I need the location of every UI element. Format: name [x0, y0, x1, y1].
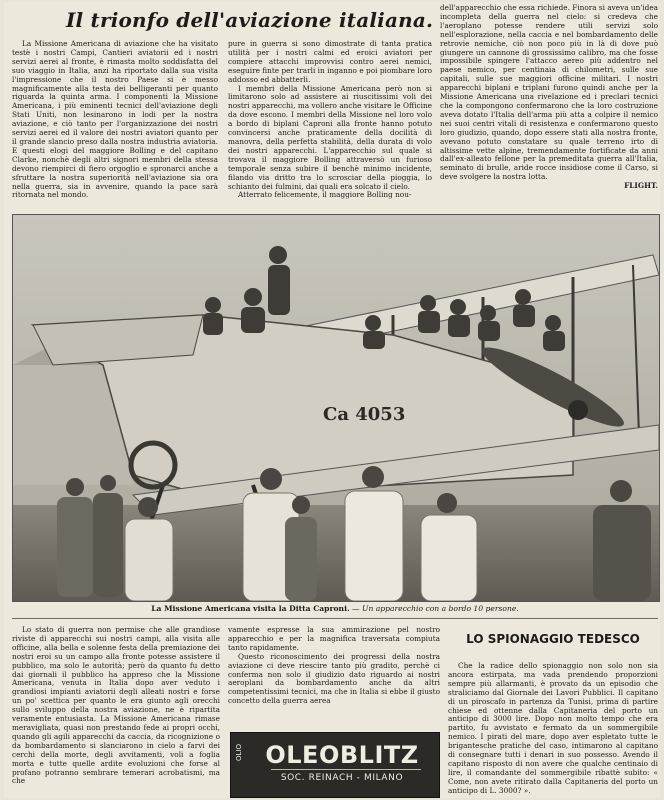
ad-brand: OLEOBLITZ — [265, 741, 419, 769]
article-bottom-column-1 — [12, 626, 220, 796]
page-title: Il trionfo dell'aviazione italiana. — [66, 8, 434, 32]
article-column-2 — [228, 40, 432, 210]
spionaggio-paragraph: Che la radice dello spionaggio non solo non sia ancora estirpata, ma vada prendendo proporzioni sempre più allarmanti, è provato da un episodio che straliciamo dal Giornale dei Lavori Pubblici. Il capitano di un piroscafo in partenza da Tunisi, prima di partire chiese ed ottenne dalla Capitaneria del porto un anticipo di 3000 lire. Dopo non molto tempo che era partito, fu avvistato e fermato da un sommergibile nemico. I pirati del mare, dopo aver espletato tutte le brigantesche pratiche del caso, intimarono al capitano di consegnare tutti i denari in suo possesso. Avendo il capitano risposto di non avere che qualche centinaio di lire, il comandante del sommergibile ribattè subito: « Come, non avete ritirato dalla Capitaneria del porto un anticipo di L. 3000? ». — [448, 662, 658, 795]
article-paragraph: I membri della Missione Americana però non si limitarono solo ad assistere ai riuscitissimi voli dei nostri apparecchi, ma vollero anche visitare le Officine da dove escono. I membri della Missione nel loro volo a bordo di biplani Caproni alla fronte hanno potuto convincersi anche praticamente della docilità di manovra, della perfetta stabilità, della durata di volo dei nostri apparecchi. L'apparecchio sul quale si trovava il maggiore Bolling attraversò un furioso temporale senza subire il benchè minimo incidente, filando via dritto tra lo scrosciar della pioggia, lo schianto dei fulmini, dai quali era solcato il cielo. — [228, 83, 432, 191]
article-paragraph: pure in guerra si sono dimostrate di tanta pratica utilità per i nostri calmi ed eroici aviatori per compiere attacchi improvvisi contro aerei nemici, eseguire finte per trarli in inganno e poi piombare loro addosso ed abbatterli. — [228, 40, 432, 84]
article-paragraph: dell'apparecchio che essa richiede. Finora si aveva un'idea incompleta della guerra nel cielo: si credeva che l'aeroplano potesse rendere utili servizi solo nell'esplorazione, nella caccia e nel bombardamento delle retrovie nemiche, ciò non poco più in là di dove può giungere un cannone di grossissimo calibro, ma che fosse impossibile spingere l'attacco aereo più addentro nel paese nemico, per centinaia di chilometri, sulle sue capitali, sulle sue maggiori officine militari. I nostri apparecchi biplani e triplani furono quindi anche per la Missione Americana una rivelazione ed i preclari tecnici che la compongono confermarono che la loro costruzione aveva dotato l'Italia dell'arma più atta a colpire il nemico nei suoi centri vitali di resistenza e confermarono questo loro giudizio, quando, dopo essere stati alla nostra fronte, avevano potuto constatare su quale terreno irto di altissime vette alpine, tremendamente fortificate da anni dall'ex-alleato fellone per la premeditata guerra all'Italia, seminato di brulle, aride rocce insidiose come il Carso, si deve svolgere la nostra lotta. — [440, 4, 658, 182]
caption-title: La Missione Americana visita la Ditta Caproni. — [151, 604, 350, 613]
ad-divider — [271, 769, 421, 770]
article-paragraph: Questo riconoscimento dei progressi della nostra aviazione ci deve riescire tanto più gradito, perchè ci conferma non solo il giudizio dato riguardo ai nostri aeroplani da bombardamento anche da altri competentissimi tecnici, ma che in Italia si ebbe il giusto concetto della guerra aerea — [228, 651, 440, 706]
ad-prefix: OLIO — [235, 744, 243, 761]
photo-caption — [12, 604, 658, 613]
article-paragraph: vamente espresse la sua ammirazione pel nostro apparecchio e per la magnifica traversata compiuta tanto rapidamente. — [228, 626, 440, 652]
ad-company: SOC. REINACH - MILANO — [280, 773, 404, 783]
article-paragraph: Atterrato felicemente, il maggiore Bolling nou- — [238, 190, 412, 200]
oleoblitz-advertisement — [230, 732, 440, 798]
section-divider — [12, 618, 658, 619]
newspaper-page — [4, 2, 660, 798]
spionaggio-column — [448, 662, 658, 798]
article-paragraph: La Missione Americana di aviazione che ha visitato testè i nostri Campi, Cantieri aviatorii ed i nostri servizi aerei al fronte, è rimasta molto soddisfatta del suo viaggio in Italia, anzi ha riportato dalla sua visita l'impressione che il nostro Paese si è messo magnificamente alla testa dei belligeranti per quanto riguarda la quinta arma. I componenti la Missione Americana, i più eminenti tecnici dell'aviazione degli Stati Uniti, non lesinarono in lodi per la nostra aviazione, e ciò tanto per l'organizzazione dei nostri servizi aerei ed il valore dei nostri aviatori quanto per il grande slancio preso dalla nostra industria aviatoria. E questi elogi del maggiore Bolling e del capitano Clarke, nonchè degli altri signori membri della stessa devono riempirci di fiero orgoglio e spronarci anche a sfruttare la nostra superiorità nell'aviazione sia ora nella guerra, sia in avvenire, quando la pace sarà ritornata nel mondo. — [12, 40, 218, 200]
article-column-3 — [440, 4, 658, 210]
caption-detail: — Un apparecchio con a bordo 10 persone. — [352, 604, 519, 613]
article-bottom-column-2 — [228, 626, 440, 730]
biplane-photo-illustration — [13, 215, 659, 601]
article-column-1 — [12, 40, 218, 210]
article-paragraph: Lo stato di guerra non permise che alle grandiose riviste di apparecchi sui nostri campi, alla visita alle officine, alla bella e solenne festa della premiazione dei nostri eroi su un campo alla fronte potesse assistere il pubblico, ma solo le autorità; però da quanto fu detto dai giornali il pubblico ha appreso che la Missione Americana, venuta in Italia dopo aver veduto i grandiosi impianti aviatorii degli alleati nostri e forse un po' scettica per quanto le era giunto agli orecchi sullo sviluppo della nostra aviazione, ne è ripartita veramente entusiasta. La Missione Americana rimase meravigliata, quasi non prestando fede ai propri occhi, quando gli agili apparecchi da caccia, da ricognizione o da bombardamento si slanciarono in cielo a farvi dei cerchi della morte, degli avvitamenti, voli a foglia morta e tutte quelle ardite evoluzioni che forse al profano potranno sembrare temerari acrobatismi, ma che — [12, 626, 220, 786]
spionaggio-heading: LO SPIONAGGIO TEDESCO — [466, 632, 640, 646]
plane-marking: Ca 4053 — [323, 404, 406, 425]
caproni-photo — [12, 214, 660, 602]
article-signature: FLIGHT. — [624, 181, 658, 191]
